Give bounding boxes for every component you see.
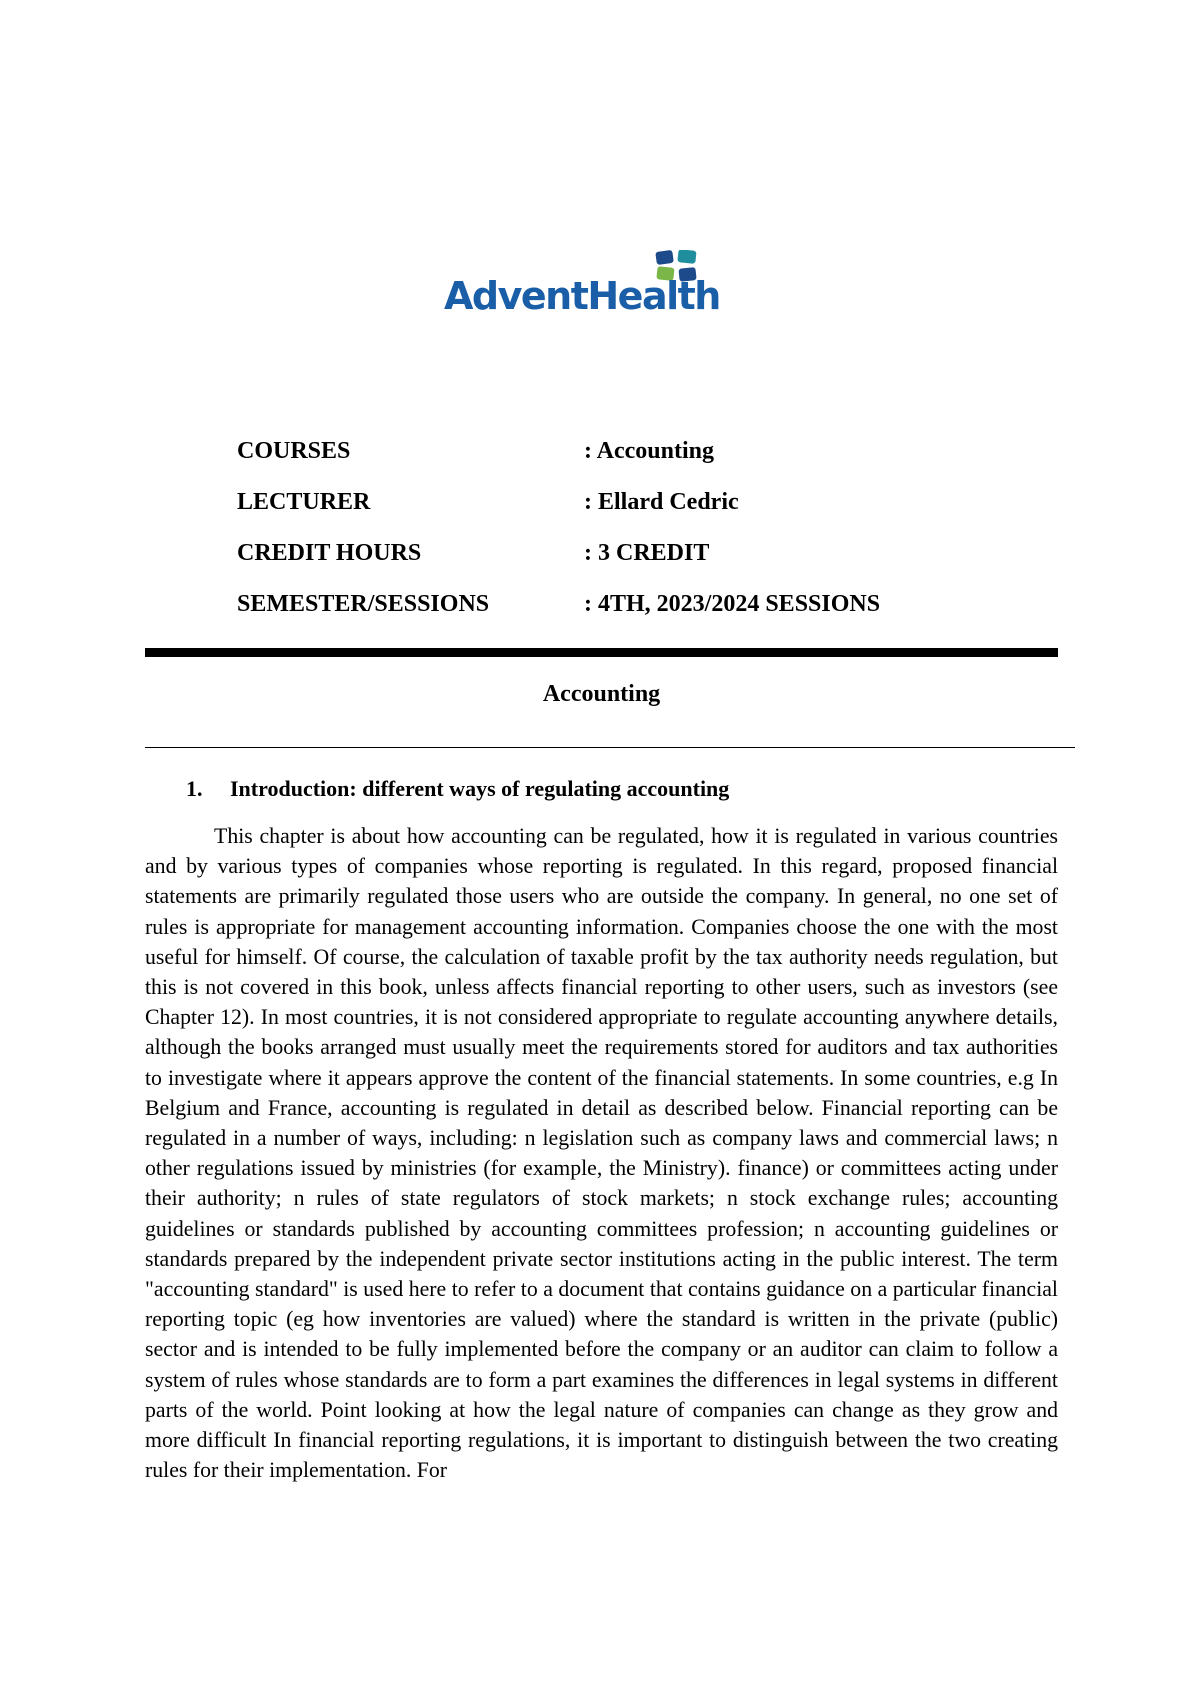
body-paragraph: This chapter is about how accounting can be regulated, how it is regulated in various countries and by various types of companies whose reporting is regulated. In this regard, proposed financial statements are primarily regulated those users who are outside the company. In general, no one set of rules is appropriate for management accounting information. Companies choose the one with the most useful for himself. Of course, the calculation of taxable profit by the tax authority needs regulation, but this is not covered in this book, unless affects financial reporting to other users, such as investors (see Chapter 12). In most countries, it is not considered appropriate to regulate accounting anywhere details, although the books arranged must usually meet the requirements stored for auditors and tax authorities to investigate where it appears approve the content of the financial statements. In some countries, e.g In Belgium and France, accounting is regulated in detail as described below. Financial reporting can be regulated in a number of ways, including: n legislation such as company laws and commercial laws; n other regulations issued by ministries (for example, the Ministry). finance) or committees acting under their authority; n rules of state regulators of stock markets; n stock exchange rules; accounting guidelines or standards published by accounting committees profession; n accounting guidelines or standards prepared by the independent private sector institutions acting in the public interest. The term "accounting standard" is used here to refer to a document that contains guidance on a particular financial reporting topic (eg how inventories are valued) where the standard is written in the private (public) sector and is intended to be fully implemented before the company or an auditor can claim to follow a system of rules whose standards are to form a part examines the differences in legal systems in different parts of the world. Point looking at how the legal nature of companies can change as they grow and more difficult In financial reporting regulations, it is important to distinguish between the two creating rules for their implementation. For — [145, 824, 1058, 1483]
course-info-label: LECTURER — [237, 489, 371, 515]
course-info-label: CREDIT HOURS — [237, 540, 422, 566]
section-heading-text: Introduction: different ways of regulating accounting — [230, 776, 730, 801]
course-info-row — [237, 538, 997, 589]
course-info-value: : Accounting — [584, 438, 715, 464]
course-info-value: : 4TH, 2023/2024 SESSIONS — [584, 591, 881, 617]
course-info-row — [237, 589, 997, 640]
course-info-row — [237, 436, 997, 487]
course-info-value: : Ellard Cedric — [584, 489, 739, 515]
course-info-row — [237, 487, 997, 538]
course-info-table — [237, 436, 997, 640]
advent-health-logo — [444, 250, 774, 320]
logo-square-top-left — [655, 250, 674, 265]
logo-wordmark: AdventHealth — [444, 274, 720, 318]
section-number: 1. — [186, 776, 203, 801]
thin-divider — [145, 747, 1075, 748]
course-info-label: COURSES — [237, 438, 351, 464]
logo-square-top-right — [677, 250, 696, 264]
thick-divider — [145, 648, 1058, 657]
course-info-label: SEMESTER/SESSIONS — [237, 591, 490, 617]
document-title: Accounting — [542, 681, 661, 707]
course-info-value: : 3 CREDIT — [584, 540, 710, 566]
section-heading — [186, 775, 729, 803]
